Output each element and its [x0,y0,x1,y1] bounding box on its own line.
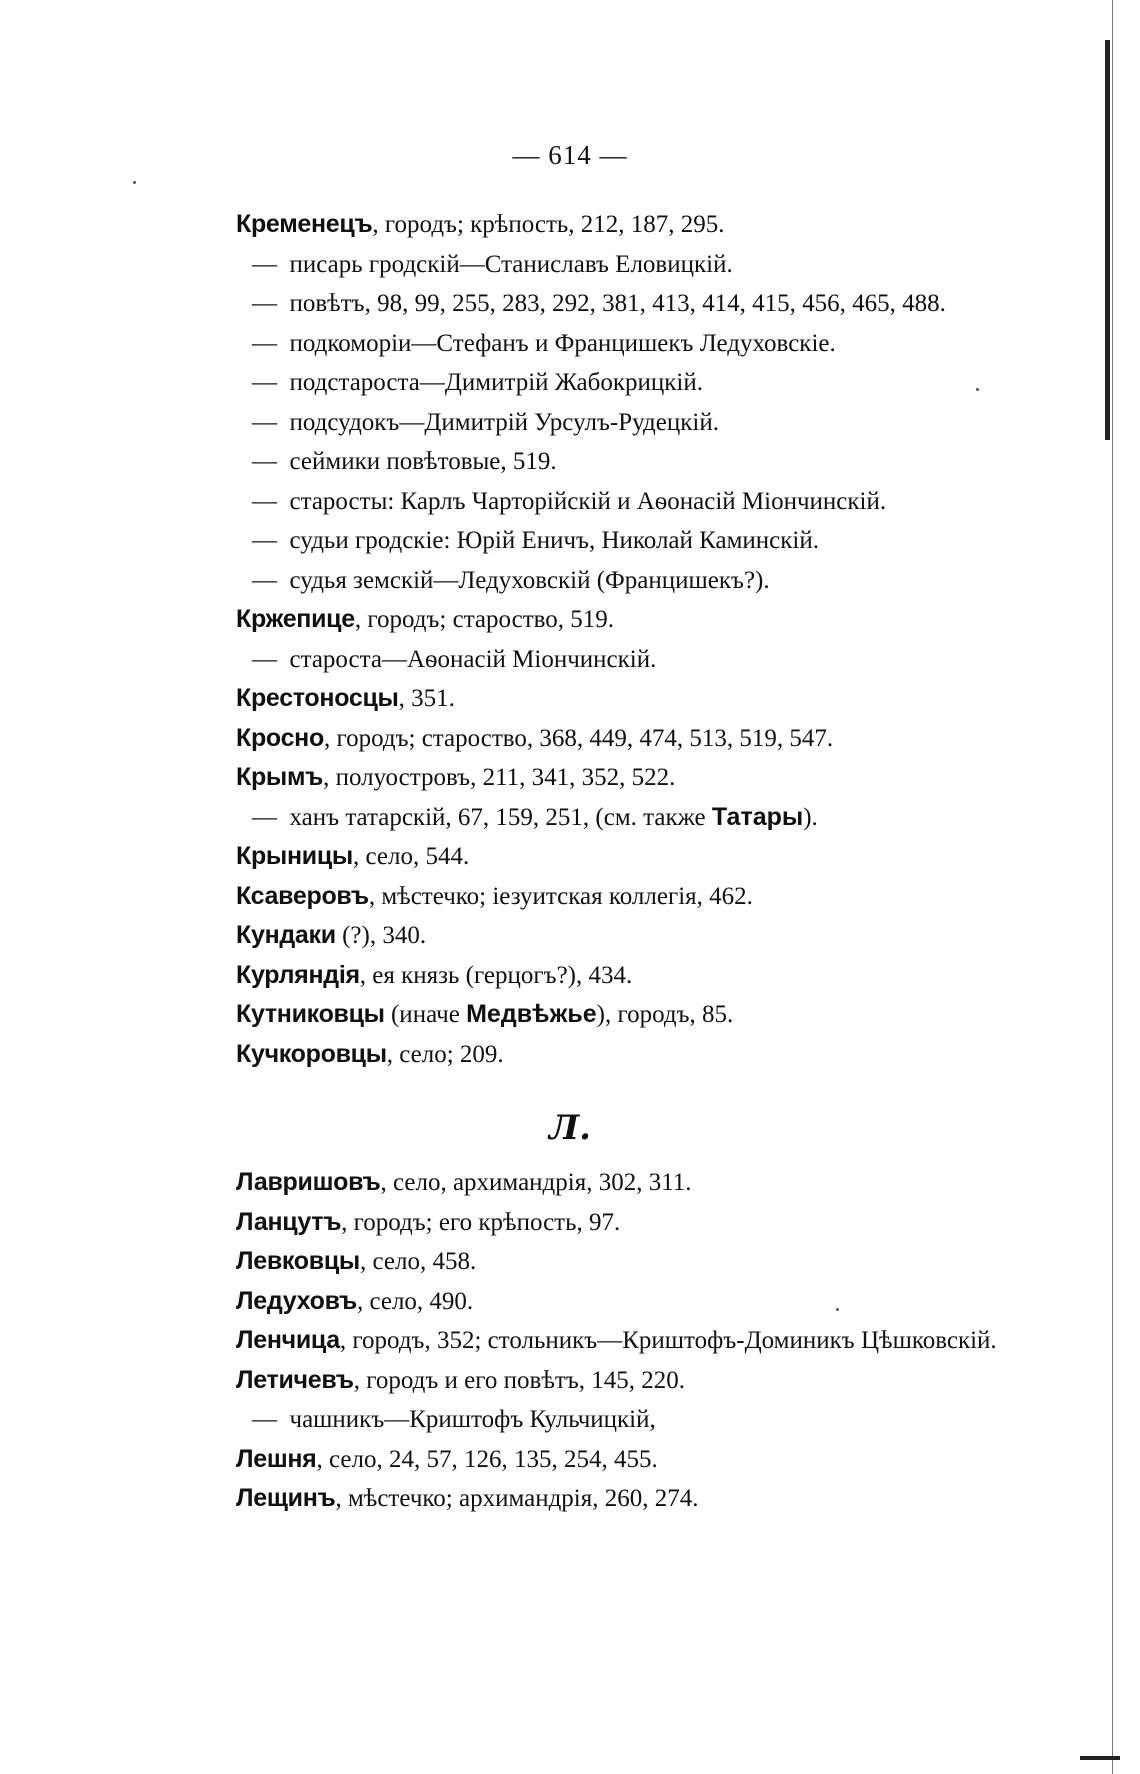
index-subentry [236,482,1116,522]
index-subentry [236,640,1116,680]
entry-text: , городъ; староство, 368, 449, 474, 513, 519, 547. [323,724,834,752]
index-entry [236,600,1116,640]
entry-text: , мѣстечко; архимандрія, 260, 274. [335,1485,699,1512]
entry-headword: Летичевъ [236,1365,354,1394]
entry-text: повѣтъ, 98, 99, 255, 283, 292, 381, 413, 414, 415, 456, 465, 488. [289,290,946,317]
index-entry [236,719,1116,759]
index-entry [236,956,1116,996]
entry-dash: — [252,1406,277,1433]
entry-dash: — [252,645,277,673]
index-entry [236,1203,1116,1243]
entry-text: , село; 209. [386,1040,504,1068]
speck [133,181,136,184]
entry-text: старосты: Карлъ Чарторійскій и Аѳонасій Міончинскій. [289,487,887,515]
entry-text: , 351. [398,685,455,712]
entry-dash: — [252,448,277,475]
entry-dash: — [252,290,277,317]
entry-text: подкоморіи—Стефанъ и Францишекъ Ледуховскіе. [289,329,836,357]
entry-headword: Крыницы [236,842,353,870]
index-entry [236,1242,1116,1282]
section-letter: Л. [549,1108,591,1148]
entry-text: , село, 24, 57, 126, 135, 254, 455. [316,1445,658,1473]
entry-dash: — [252,250,277,278]
entry-text-after: ). [803,803,818,831]
entry-headword: Крымъ [236,763,324,791]
entry-text: , городъ; староство, 519. [354,606,615,633]
index-subentry [236,245,1116,285]
entry-text: подстароста—Димитрій Жабокрицкій. [289,369,704,396]
entry-text: подсудокъ—Димитрій Урсулъ-Рудецкій. [289,408,719,436]
entry-headword: Кучкоровцы [236,1039,387,1068]
entry-text: , полуостровъ, 211, 341, 352, 522. [323,764,676,791]
entry-headword: Кременецъ [236,210,373,238]
bottom-edge-mark [1080,1756,1120,1760]
entry-text: , село, 490. [356,1287,474,1315]
entry-headword: Ланцутъ [236,1207,342,1236]
entry-dash: — [252,566,277,594]
index-entry [236,877,1116,917]
index-section-l [236,1163,1116,1519]
entry-crossref: Медвѣжье [466,1000,597,1028]
index-entry [236,758,1116,798]
entry-headword: Лавришовъ [236,1168,381,1196]
index-section-k [236,205,1116,1074]
entry-text-after: ), городъ, 85. [596,1001,734,1028]
entry-text: сеймики повѣтовые, 519. [289,448,557,475]
index-subentry [236,561,1116,601]
entry-text: писарь гродскій—Станиславъ Еловицкій. [289,250,733,278]
index-subentry [236,521,1116,561]
index-subentry [236,442,1116,482]
entry-text: , село, архимандрія, 302, 311. [380,1169,692,1196]
entry-dash: — [252,369,277,396]
index-entry [236,995,1116,1035]
index-subentry [236,798,1116,838]
entry-text: , мѣстечко; іезуитская коллегія, 462. [368,882,753,910]
entry-headword: Кундаки [236,921,336,949]
entry-crossref: Татары [711,802,804,831]
index-entry [236,1282,1116,1322]
entry-headword: Кросно [236,723,324,752]
index-entry [236,837,1116,877]
entry-text: , городъ; его крѣпость, 97. [341,1208,621,1236]
entry-text: судьи гродскіе: Юрій Еничъ, Николай Каминскій. [289,527,819,554]
index-subentry [236,363,1116,403]
entry-headword: Лешня [236,1444,317,1473]
entry-dash: — [252,487,277,515]
entry-text: , село, 458. [359,1248,477,1275]
index-entry [236,916,1116,956]
entry-headword: Левковцы [236,1247,360,1275]
entry-text: чашникъ—Криштофъ Кульчицкій, [289,1406,656,1433]
index-entry [236,1361,1116,1401]
entry-headword: Ксаверовъ [236,881,369,910]
index-entry [236,1035,1116,1075]
entry-text: , городъ и его повѣтъ, 145, 220. [353,1366,685,1394]
index-subentry [236,324,1116,364]
entry-headword: Курляндія [236,960,360,989]
index-entry [236,1321,1116,1361]
index-subentry [236,403,1116,443]
entry-text: , ея князь (герцогъ?), 434. [359,961,633,989]
entry-text: , городъ, 352; стольникъ—Криштофъ-Доминикъ Цѣшковскій. [339,1327,997,1354]
index-entry [236,205,1116,245]
index-entry [236,679,1116,719]
index-subentry [236,1400,1116,1440]
page-number: — 614 — [512,140,628,170]
entry-text: , село, 544. [352,843,470,870]
entry-text: , городъ; крѣпость, 212, 187, 295. [372,211,725,238]
index-entry [236,1479,1116,1519]
entry-headword: Лещинъ [236,1484,336,1512]
entry-dash: — [252,527,277,554]
entry-headword: Кутниковцы [236,1000,385,1028]
entry-dash: — [252,803,277,831]
index-entry [236,1163,1116,1203]
entry-text: (?), 340. [335,922,427,949]
entry-text: (иначе [384,1001,467,1028]
entry-headword: Крестоносцы [236,684,399,712]
entry-dash: — [252,408,277,436]
entry-headword: Кржепице [236,605,355,633]
index-subentry [236,284,1116,324]
entry-headword: Ленчица [236,1326,340,1354]
entry-headword: Ледуховъ [236,1286,357,1315]
entry-dash: — [252,329,277,357]
entry-text: ханъ татарскій, 67, 159, 251, (см. также [289,803,712,831]
index-entry [236,1440,1116,1480]
entry-text: судья земскій—Ледуховскій (Францишекъ?). [289,566,770,594]
entry-text: староста—Аѳонасій Міончинскій. [289,645,657,673]
